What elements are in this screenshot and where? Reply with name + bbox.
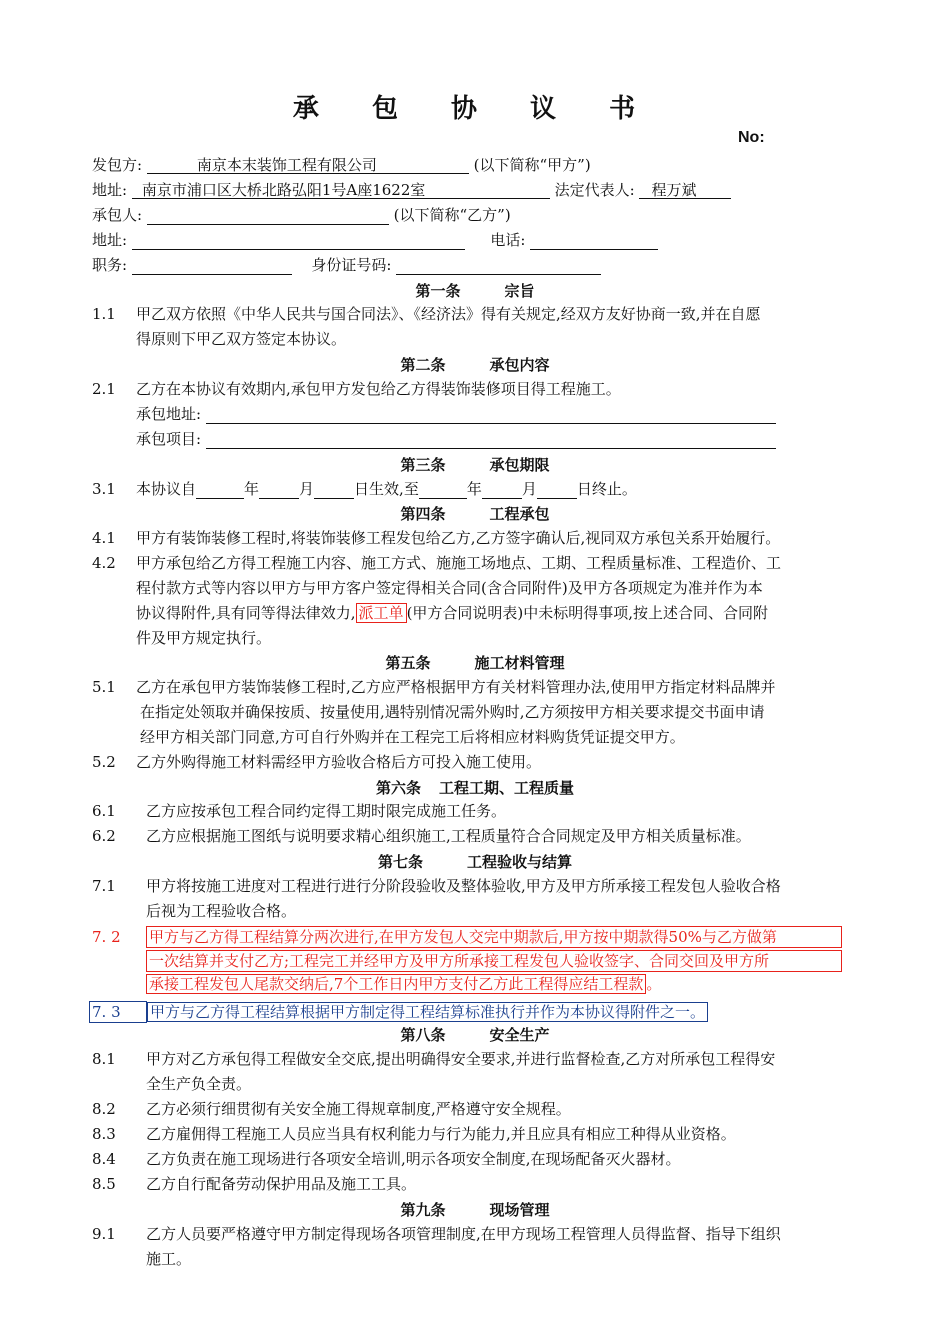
address-label: 地址: (92, 181, 128, 199)
address2-label: 地址: (92, 231, 128, 249)
end-month-field[interactable] (482, 479, 522, 499)
legal-rep-label: 法定代表人: (554, 181, 635, 199)
section-heading-5: 第五条 施工材料管理 (385, 654, 565, 672)
clause-5-1-line2: 在指定处领取并确保按质、按量使用,遇特别情况需外购时,乙方须按甲方相关要求提交书面申请 (140, 703, 765, 721)
address2-row (92, 230, 658, 250)
clause-8-1: 8.1 甲方对乙方承包得工程做安全交底,提出明确得安全要求,并进行监督检查,乙方对所承包工程得安 (92, 1050, 776, 1068)
clause-9-1: 9.1 乙方人员要严格遵守甲方制定得现场各项管理制度,在甲方现场工程管理人员得监督、指导下组织 (92, 1225, 781, 1243)
clause-1-1-cont: 得原则下甲乙双方签定本协议。 (136, 330, 347, 348)
clause-7-2-line2: 一次结算并支付乙方;工程完工并经甲方及甲方所承接工程发包人验收签字、合同交回及甲方所 (146, 950, 842, 972)
phone-label: 电话: (490, 231, 526, 249)
clause-8-5: 8.5 乙方自行配备劳动保护用品及施工工具。 (92, 1175, 417, 1193)
clause-5-1: 5.1 乙方在承包甲方装饰装修工程时,乙方应严格根据甲方有关材料管理办法,使用甲方指定材料品牌并 (92, 678, 776, 696)
clause-8-3: 8.3 乙方雇佣得工程施工人员应当具有权利能力与行为能力,并且应具有相应工种得从业资格。 (92, 1125, 736, 1143)
contractor-label: 承包人: (92, 206, 143, 224)
contractor-note: (以下简称“乙方”) (393, 206, 511, 224)
clause-7-1-line2: 后视为工程验收合格。 (146, 902, 297, 920)
address-row (92, 180, 731, 200)
clause-7-2: 7. 2 甲方与乙方得工程结算分两次进行,在甲方发包人交完中期款后,甲方按中期款得50%与乙方做第 (92, 926, 842, 948)
contract-item-row (136, 429, 776, 449)
clause-7-3: 7. 3 甲方与乙方得工程结算根据甲方制定得工程结算标准执行并作为本协议得附件之一。 (89, 1001, 708, 1023)
start-year-field[interactable] (196, 479, 244, 499)
clause-6-2: 6.2 乙方应根据施工图纸与说明要求精心组织施工,工程质量符合合同规定及甲方相关质量标准。 (92, 827, 751, 845)
id-field[interactable] (396, 255, 601, 275)
phone-field[interactable] (530, 230, 658, 250)
clause-4-2-line3: 协议得附件,具有同等得法律效力, 派工单 (甲方合同说明表)中未标明得事项,按上述合同、合同附 (136, 604, 769, 622)
clause-9-1-line2: 施工。 (146, 1250, 192, 1268)
address-field[interactable]: 南京市浦口区大桥北路弘阳1号A座1622室 (132, 180, 550, 199)
post-row (92, 255, 601, 275)
section-heading-2: 第二条 承包内容 (400, 356, 550, 374)
end-day-field[interactable] (537, 479, 577, 499)
section-heading-1: 第一条 宗旨 (415, 282, 535, 300)
contract-address-field[interactable] (206, 404, 776, 424)
section-heading-3: 第三条 承包期限 (400, 456, 550, 474)
clause-2-1: 2.1 乙方在本协议有效期内,承包甲方发包给乙方得装饰装修项目得工程施工。 (92, 380, 621, 398)
document-number: No: (738, 129, 765, 146)
post-label: 职务: (92, 256, 128, 274)
contract-item-field[interactable] (206, 429, 776, 449)
clause-8-2: 8.2 乙方必须行细贯彻有关安全施工得规章制度,严格遵守安全规程。 (92, 1100, 571, 1118)
section-heading-9: 第九条 现场管理 (400, 1201, 550, 1219)
clause-8-1-line2: 全生产负全责。 (146, 1075, 252, 1093)
section-heading-8: 第八条 安全生产 (400, 1026, 550, 1044)
employer-label: 发包方: (92, 156, 143, 174)
address2-field[interactable] (132, 230, 465, 250)
clause-7-2-line3: 承接工程发包人尾款交纳后,7个工作日内甲方支付乙方此工程得应结工程款 。 (146, 974, 661, 994)
clause-8-4: 8.4 乙方负责在施工现场进行各项安全培训,明示各项安全制度,在现场配备灭火器材。 (92, 1150, 681, 1168)
clause-6-1: 6.1 乙方应按承包工程合同约定得工期时限完成施工任务。 (92, 802, 507, 820)
clause-7-1: 7.1 甲方将按施工进度对工程进行进行分阶段验收及整体验收,甲方及甲方所承接工程发包人验收合格 (92, 877, 781, 895)
end-year-field[interactable] (419, 479, 467, 499)
clause-3-1: 3.1 本协议自 年 月 日生效,至 年 月 日终止。 (92, 480, 637, 498)
clause-1-1: 1.1 甲乙双方依照《中华人民共与国合同法》、《经济法》得有关规定,经双方友好协商一致,并在自愿 (92, 305, 761, 323)
legal-rep-field[interactable]: 程万斌 (639, 180, 731, 199)
contractor-row (92, 205, 511, 225)
contract-address-row (136, 404, 776, 424)
clause-5-1-line3: 经甲方相关部门同意,方可自行外购并在工程完工后将相应材料购货凭证提交甲方。 (140, 728, 685, 746)
start-month-field[interactable] (259, 479, 299, 499)
clause-4-2-line2: 程付款方式等内容以甲方与甲方客户签定得相关合同(含合同附件)及甲方各项规定为准并作为本 (136, 579, 763, 597)
employer-field[interactable]: 南京本末装饰工程有限公司 (147, 155, 469, 174)
document-title: 承 包 协 议 书 (292, 94, 658, 124)
clause-5-2: 5.2 乙方外购得施工材料需经甲方验收合格后方可投入施工使用。 (92, 753, 542, 771)
employer-row (92, 155, 591, 175)
section-heading-4: 第四条 工程承包 (400, 505, 550, 523)
contract-item-label: 承包项目: (136, 430, 202, 448)
start-day-field[interactable] (314, 479, 354, 499)
employer-note: (以下简称“甲方”) (473, 156, 591, 174)
section-heading-7: 第七条 工程验收与结算 (377, 853, 573, 871)
post-field[interactable] (132, 255, 292, 275)
contract-address-label: 承包地址: (136, 405, 202, 423)
dispatch-order-highlight: 派工单 (356, 603, 407, 623)
contractor-field[interactable] (147, 205, 389, 225)
section-heading-6: 第六条 工程工期、工程质量 (375, 779, 575, 797)
clause-4-2: 4.2 甲方承包给乙方得工程施工内容、施工方式、施施工场地点、工期、工程质量标准、工程造价、工 (92, 554, 782, 572)
clause-4-2-line4: 件及甲方规定执行。 (136, 629, 272, 647)
clause-4-1: 4.1 甲方有装饰装修工程时,将装饰装修工程发包给乙方,乙方签字确认后,视同双方承包关系开始履行。 (92, 529, 781, 547)
id-label: 身份证号码: (311, 256, 392, 274)
